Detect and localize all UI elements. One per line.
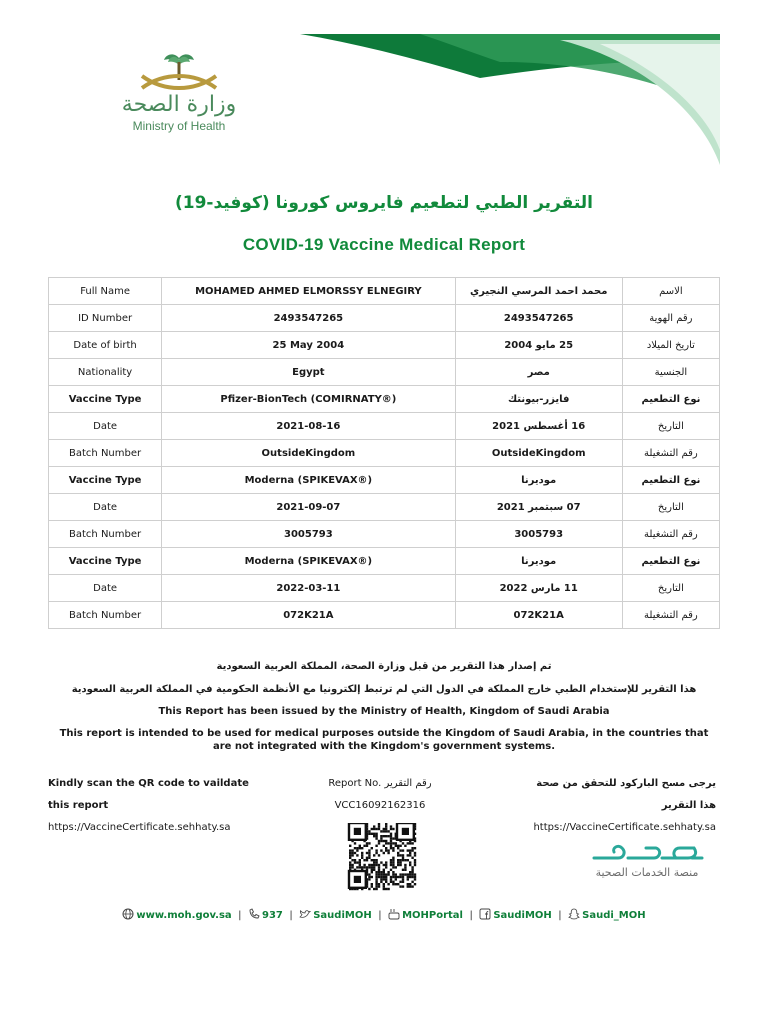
cell-value-ar: 07 سبتمبر 2021 bbox=[455, 494, 622, 521]
issued-statement-en: This Report has been issued by the Ministry of Health, Kingdom of Saudi Arabia bbox=[158, 706, 610, 717]
cell-value-ar: 11 مارس 2022 bbox=[455, 575, 622, 602]
report-number-label-en: Report No. bbox=[328, 778, 382, 789]
cell-label-ar: التاريخ bbox=[622, 494, 719, 521]
report-number-label bbox=[290, 778, 470, 789]
cell-label-ar: رقم الهوية bbox=[622, 305, 719, 332]
cell-label-en: Vaccine Type bbox=[49, 548, 162, 575]
cell-value-en: Moderna (SPIKEVAX®) bbox=[162, 467, 455, 494]
cell-value-en: Moderna (SPIKEVAX®) bbox=[162, 548, 455, 575]
verify-url-right[interactable]: https://VaccineCertificate.sehhaty.sa bbox=[533, 822, 716, 833]
twitter-icon bbox=[299, 908, 311, 920]
cell-value-ar: موديرنا bbox=[455, 548, 622, 575]
cell-value-ar: 3005793 bbox=[455, 521, 622, 548]
usage-statement-ar: هذا التقرير للإستخدام الطبي خارج المملكة في الدول التي لم ترتبط إلكترونيا مع الأنظمة الحكومية في المملكة العربية السعودية bbox=[71, 684, 697, 695]
org-name-en: Ministry of Health bbox=[132, 119, 226, 133]
cell-label-ar: رقم التشغيلة bbox=[622, 440, 719, 467]
scan-instruction-en-line2: this report bbox=[48, 800, 109, 811]
cell-label-en: ID Number bbox=[49, 305, 162, 332]
cell-label-en: Batch Number bbox=[49, 602, 162, 629]
cell-label-ar: نوع التطعيم bbox=[622, 467, 719, 494]
phone-icon bbox=[248, 908, 260, 920]
youtube-text: MOHPortal bbox=[402, 910, 463, 921]
report-title-ar: التقرير الطبي لتطعيم فايروس كورونا (كوفيد-19) bbox=[174, 193, 594, 213]
contact-bar: www.moh.gov.sa | 937 | SaudiMOH | MOHPortal | SaudiMOH | Saudi_MOH bbox=[0, 908, 768, 921]
cell-label-ar: التاريخ bbox=[622, 413, 719, 440]
cell-value-en: 072K21A bbox=[162, 602, 455, 629]
table-row bbox=[49, 305, 720, 332]
website-text: www.moh.gov.sa bbox=[136, 910, 232, 921]
cell-label-en: Batch Number bbox=[49, 521, 162, 548]
cell-label-en: Batch Number bbox=[49, 440, 162, 467]
sehhaty-platform-name: منصة الخدمات الصحية bbox=[595, 866, 699, 879]
phone-link[interactable] bbox=[248, 910, 286, 921]
sehhaty-logo bbox=[588, 840, 706, 884]
table-row bbox=[49, 386, 720, 413]
cell-label-en: Date bbox=[49, 494, 162, 521]
cell-value-en: OutsideKingdom bbox=[162, 440, 455, 467]
cell-value-en: 25 May 2004 bbox=[162, 332, 455, 359]
table-row bbox=[49, 278, 720, 305]
scan-instruction-ar-line2: هذا التقرير bbox=[661, 800, 716, 811]
cell-label-en: Full Name bbox=[49, 278, 162, 305]
table-row bbox=[49, 521, 720, 548]
table-row bbox=[49, 359, 720, 386]
facebook-icon bbox=[479, 908, 491, 920]
cell-value-en: 2021-09-07 bbox=[162, 494, 455, 521]
youtube-icon bbox=[388, 908, 400, 920]
moh-logo bbox=[120, 52, 238, 144]
cell-value-ar: موديرنا bbox=[455, 467, 622, 494]
table-row bbox=[49, 413, 720, 440]
report-title-en: COVID-19 Vaccine Medical Report bbox=[242, 235, 526, 254]
cell-value-en: Egypt bbox=[162, 359, 455, 386]
cell-label-en: Vaccine Type bbox=[49, 386, 162, 413]
cell-label-ar: رقم التشغيلة bbox=[622, 521, 719, 548]
report-number-label-ar: رقم التقرير bbox=[384, 778, 432, 789]
cell-value-en: 2021-08-16 bbox=[162, 413, 455, 440]
youtube-link[interactable] bbox=[388, 910, 466, 921]
cell-label-en: Date bbox=[49, 413, 162, 440]
cell-label-ar: نوع التطعيم bbox=[622, 386, 719, 413]
table-row bbox=[49, 494, 720, 521]
table-row bbox=[49, 332, 720, 359]
cell-value-en: Pfizer-BionTech (COMIRNATY®) bbox=[162, 386, 455, 413]
facebook-text: SaudiMOH bbox=[493, 910, 552, 921]
cell-value-ar: OutsideKingdom bbox=[455, 440, 622, 467]
cell-value-en: 2493547265 bbox=[162, 305, 455, 332]
cell-label-ar: الاسم bbox=[622, 278, 719, 305]
facebook-link[interactable] bbox=[479, 910, 555, 921]
cell-value-ar: 072K21A bbox=[455, 602, 622, 629]
table-row bbox=[49, 602, 720, 629]
report-number-value: VCC16092162316 bbox=[334, 800, 426, 811]
cell-label-ar: التاريخ bbox=[622, 575, 719, 602]
cell-value-ar: 16 أغسطس 2021 bbox=[455, 413, 622, 440]
cell-label-en: Vaccine Type bbox=[49, 467, 162, 494]
header-swoosh-graphic bbox=[0, 0, 768, 170]
table-row bbox=[49, 467, 720, 494]
table-row bbox=[49, 548, 720, 575]
issued-statement-ar: تم إصدار هذا التقرير من قبل وزارة الصحة، المملكة العربية السعودية bbox=[216, 661, 552, 672]
cell-label-ar: الجنسية bbox=[622, 359, 719, 386]
verify-url-left[interactable]: https://VaccineCertificate.sehhaty.sa bbox=[48, 822, 231, 833]
usage-statement-en: This report is intended to be used for medical purposes outside the Kingdom of Saudi Arabia, in the countries that are not integrated with the Kingdom's government systems. bbox=[59, 728, 709, 752]
cell-value-en: 3005793 bbox=[162, 521, 455, 548]
cell-value-ar: فايزر-بيونتك bbox=[455, 386, 622, 413]
phone-text: 937 bbox=[262, 910, 283, 921]
cell-value-en: 2022-03-11 bbox=[162, 575, 455, 602]
table-row bbox=[49, 440, 720, 467]
snapchat-text: Saudi_MOH bbox=[582, 910, 646, 921]
cell-label-ar: تاريخ الميلاد bbox=[622, 332, 719, 359]
cell-label-en: Nationality bbox=[49, 359, 162, 386]
cell-label-en: Date of birth bbox=[49, 332, 162, 359]
sehhaty-wordmark-icon bbox=[588, 840, 706, 864]
cell-value-ar: محمد احمد المرسي النجيري bbox=[455, 278, 622, 305]
twitter-link[interactable] bbox=[299, 910, 375, 921]
snapchat-link[interactable] bbox=[568, 910, 645, 921]
globe-icon bbox=[122, 908, 134, 920]
qr-code[interactable] bbox=[347, 823, 419, 891]
scan-instruction-en-line1: Kindly scan the QR code to vaildate bbox=[48, 778, 249, 789]
table-row bbox=[49, 575, 720, 602]
org-name-ar: وزارة الصحة bbox=[121, 92, 237, 117]
cell-value-ar: 25 مايو 2004 bbox=[455, 332, 622, 359]
twitter-text: SaudiMOH bbox=[313, 910, 372, 921]
website-link[interactable] bbox=[122, 910, 235, 921]
palm-emblem-icon bbox=[134, 52, 224, 96]
vaccine-report-table bbox=[48, 277, 720, 629]
cell-label-ar: رقم التشغيلة bbox=[622, 602, 719, 629]
snapchat-icon bbox=[568, 908, 580, 920]
cell-value-en: MOHAMED AHMED ELMORSSY ELNEGIRY bbox=[162, 278, 455, 305]
cell-label-en: Date bbox=[49, 575, 162, 602]
cell-label-ar: نوع التطعيم bbox=[622, 548, 719, 575]
scan-instruction-ar-line1: يرجى مسح الباركود للتحقق من صحة bbox=[536, 778, 716, 789]
cell-value-ar: 2493547265 bbox=[455, 305, 622, 332]
cell-value-ar: مصر bbox=[455, 359, 622, 386]
